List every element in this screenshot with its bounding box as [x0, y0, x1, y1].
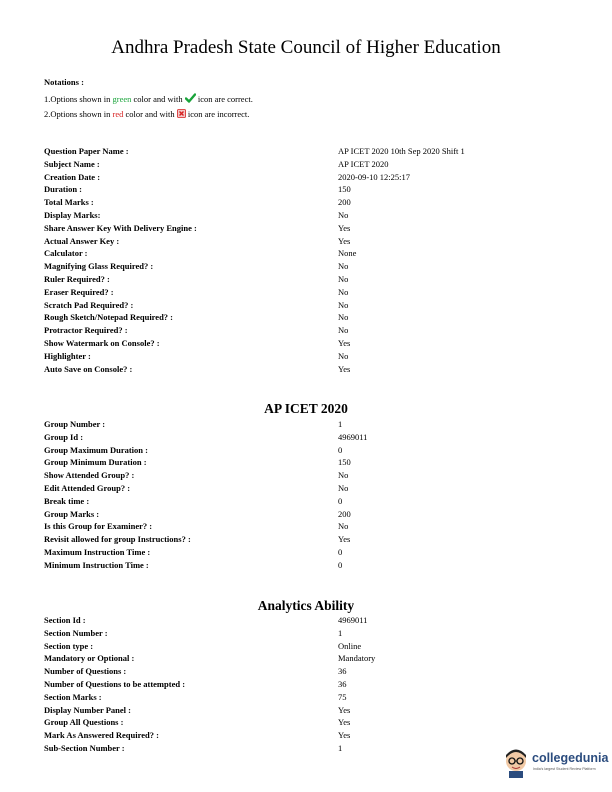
info-row: [44, 196, 584, 209]
info-row: [44, 614, 584, 627]
info-key: Section Marks :: [44, 691, 102, 702]
info-key: Creation Date :: [44, 171, 101, 182]
info-key: Is this Group for Examiner? :: [44, 521, 153, 532]
info-value: No: [338, 286, 349, 297]
page-title: Andhra Pradesh State Council of Higher Education: [111, 37, 501, 58]
info-key: Magnifying Glass Required? :: [44, 261, 154, 272]
info-value: 1: [338, 419, 343, 429]
info-value: No: [338, 482, 349, 493]
info-row: [44, 247, 584, 260]
logo-tagline: India's largest Student Review Platform: [533, 767, 596, 771]
info-key: Section Number :: [44, 627, 108, 638]
info-row: [44, 533, 584, 546]
info-row: [44, 729, 584, 742]
info-row: [44, 691, 584, 704]
info-key: Eraser Required? :: [44, 286, 114, 297]
info-value: 150: [338, 457, 351, 468]
info-key: Actual Answer Key :: [44, 235, 120, 246]
info-value: No: [338, 350, 349, 361]
info-value: 4969011: [338, 615, 368, 625]
info-key: Number of Questions to be attempted :: [44, 678, 186, 689]
notation-text: icon are correct.: [195, 94, 253, 104]
info-row: [44, 324, 584, 337]
info-key: Total Marks :: [44, 197, 94, 208]
info-row: [44, 520, 584, 533]
info-key: Group Id :: [44, 431, 84, 442]
notation-text: color and with: [123, 109, 177, 120]
mascot-icon: [502, 748, 530, 778]
collegedunia-logo: [502, 748, 609, 778]
notation-text: 2.Options shown in: [44, 109, 113, 120]
notations-heading: Notations :: [44, 77, 84, 87]
info-value: Yes: [338, 222, 351, 233]
info-value: Yes: [338, 235, 351, 246]
info-value: 0: [338, 546, 343, 557]
info-value: 150: [338, 184, 351, 195]
info-key: Section Id :: [44, 615, 86, 625]
info-row: [44, 627, 584, 640]
info-key: Scratch Pad Required? :: [44, 299, 134, 310]
info-value: Online: [338, 640, 362, 651]
info-row: [44, 469, 584, 482]
info-key: Mark As Answered Required? :: [44, 730, 159, 741]
info-key: Maximum Instruction Time :: [44, 546, 151, 557]
info-row: [44, 495, 584, 508]
info-key: Edit Attended Group? :: [44, 482, 131, 493]
info-row: [44, 418, 584, 431]
info-row: [44, 286, 584, 299]
info-key: Minimum Instruction Time :: [44, 559, 149, 570]
info-key: Ruler Required? :: [44, 273, 110, 284]
info-row: [44, 444, 584, 457]
info-value: 1: [338, 742, 343, 753]
info-value: 0: [338, 559, 343, 570]
info-row: [44, 508, 584, 521]
info-value: 0: [338, 444, 343, 455]
info-value: Mandatory: [338, 653, 376, 664]
info-row: [44, 260, 584, 273]
info-row: [44, 235, 584, 248]
info-key: Group Minimum Duration :: [44, 457, 147, 468]
info-value: None: [338, 248, 357, 259]
info-key: Section type :: [44, 640, 94, 651]
info-value: No: [338, 209, 349, 220]
info-key: Duration :: [44, 184, 83, 195]
info-key: Share Answer Key With Delivery Engine :: [44, 222, 197, 233]
info-key: Group Marks :: [44, 508, 100, 519]
info-row: [44, 158, 584, 171]
info-key: Show Attended Group? :: [44, 470, 135, 481]
section-title: Analytics Ability: [257, 598, 355, 613]
info-row: [44, 665, 584, 678]
info-value: 200: [338, 197, 351, 208]
info-key: Highlighter :: [44, 350, 91, 361]
info-value: 2020-09-10 12:25:17: [338, 171, 411, 182]
paper-info-table: [44, 145, 584, 375]
info-row: [44, 183, 584, 196]
red-word: red: [112, 109, 124, 120]
info-value: Yes: [338, 337, 351, 348]
info-key: Revisit allowed for group Instructions? :: [44, 534, 191, 545]
info-value: No: [338, 470, 349, 481]
info-key: Question Paper Name :: [44, 146, 129, 156]
info-key: Group Maximum Duration :: [44, 444, 148, 455]
info-value: 200: [338, 508, 351, 519]
notation-text: icon are incorrect.: [185, 109, 250, 120]
info-row: [44, 273, 584, 286]
info-key: Display Marks:: [44, 209, 101, 220]
info-row: [44, 431, 584, 444]
info-row: [44, 678, 584, 691]
info-key: Group All Questions :: [44, 717, 124, 728]
info-value: Yes: [338, 363, 351, 374]
section-info-table: [44, 614, 584, 755]
info-value: No: [338, 312, 349, 323]
group-title: AP ICET 2020: [264, 401, 348, 416]
info-value: 75: [338, 691, 347, 702]
info-key: Display Number Panel :: [44, 704, 131, 715]
notation-text: 1.Options shown in: [44, 94, 113, 104]
info-row: [44, 640, 584, 653]
info-value: AP ICET 2020: [338, 158, 389, 169]
info-value: Yes: [338, 717, 351, 728]
info-row: [44, 546, 584, 559]
info-row: [44, 482, 584, 495]
info-value: 36: [338, 678, 347, 689]
info-row: [44, 559, 584, 572]
info-key: Mandatory or Optional :: [44, 653, 135, 664]
info-row: [44, 299, 584, 312]
info-row: [44, 363, 584, 376]
notation-text: color and with: [131, 94, 185, 104]
check-icon: [185, 93, 196, 107]
info-row: [44, 456, 584, 469]
logo-text: collegedunia: [532, 751, 609, 765]
info-value: Yes: [338, 730, 351, 741]
info-row: [44, 652, 584, 665]
info-key: Calculator :: [44, 248, 88, 259]
notation-correct: [44, 92, 253, 107]
info-row: [44, 222, 584, 235]
info-value: No: [338, 261, 349, 272]
info-key: Break time :: [44, 495, 90, 506]
cross-icon: [177, 108, 186, 122]
info-value: No: [338, 273, 349, 284]
green-word: green: [112, 94, 132, 104]
info-key: Number of Questions :: [44, 666, 127, 677]
info-key: Show Watermark on Console? :: [44, 337, 160, 348]
info-value: Yes: [338, 704, 351, 715]
info-row: [44, 716, 584, 729]
info-key: Group Number :: [44, 419, 106, 429]
info-value: No: [338, 325, 349, 336]
info-key: Sub-Section Number :: [44, 742, 125, 753]
info-value: 1: [338, 627, 343, 638]
group-info-table: [44, 418, 584, 572]
info-row: [44, 171, 584, 184]
info-row: [44, 311, 584, 324]
info-value: AP ICET 2020 10th Sep 2020 Shift 1: [338, 146, 465, 156]
notation-incorrect: [44, 107, 253, 122]
info-row: [44, 337, 584, 350]
info-value: No: [338, 299, 349, 310]
info-value: Yes: [338, 534, 351, 545]
info-key: Protractor Required? :: [44, 325, 128, 336]
info-key: Rough Sketch/Notepad Required? :: [44, 312, 174, 323]
info-key: Subject Name :: [44, 158, 100, 169]
notations: [44, 75, 253, 122]
info-value: No: [338, 521, 349, 532]
info-value: 36: [338, 666, 347, 677]
info-value: 0: [338, 495, 343, 506]
info-row: [44, 704, 584, 717]
info-row: [44, 350, 584, 363]
info-row: [44, 145, 584, 158]
info-row: [44, 209, 584, 222]
info-key: Auto Save on Console? :: [44, 363, 133, 374]
info-value: 4969011: [338, 431, 368, 442]
